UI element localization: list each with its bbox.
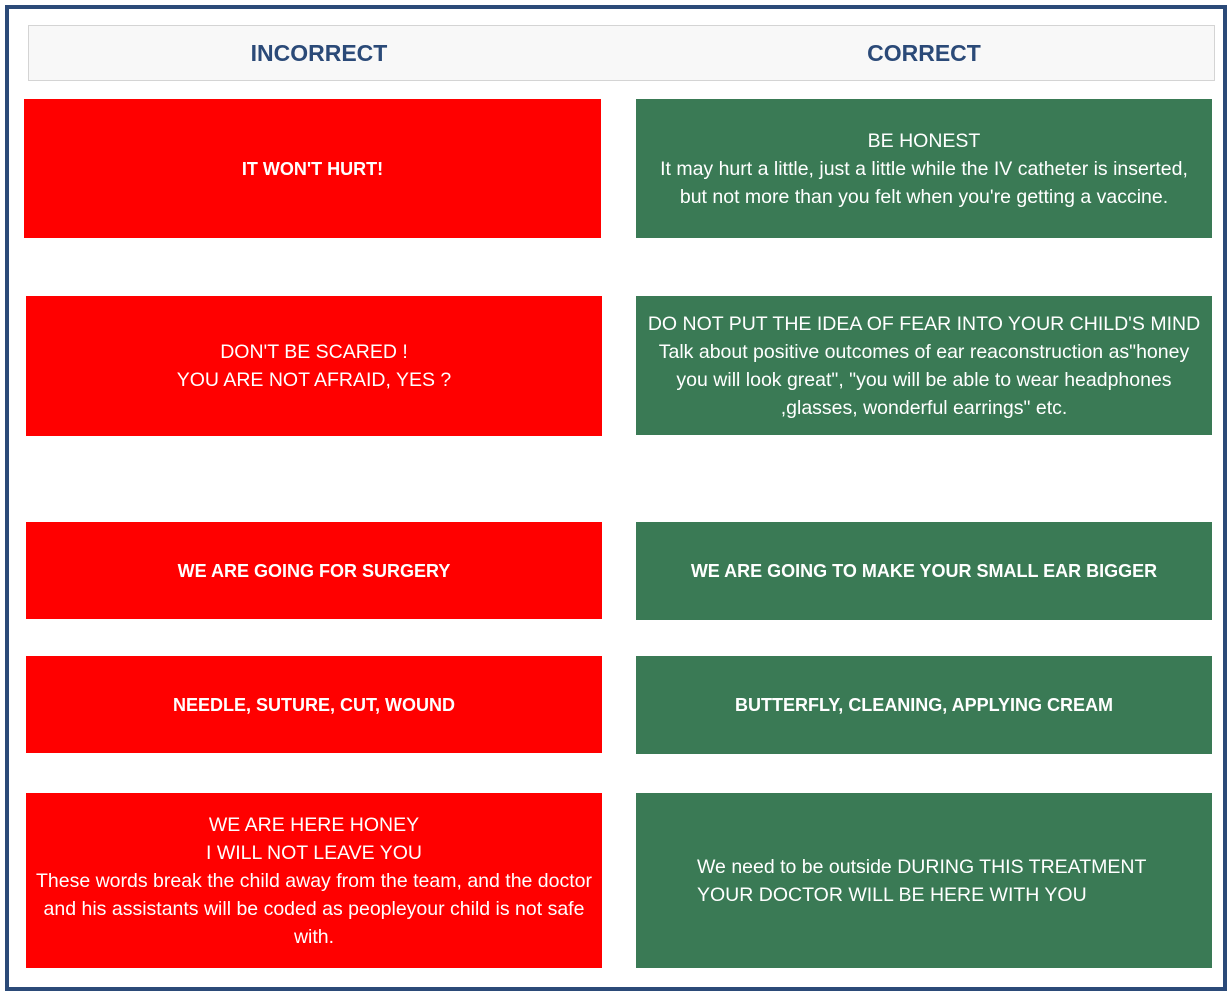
correct-text-3: WE ARE GOING TO MAKE YOUR SMALL EAR BIGGER xyxy=(690,561,1158,581)
comparison-header xyxy=(28,25,1215,81)
incorrect-text-5: WE ARE HERE HONEY I WILL NOT LEAVE YOU These words break the child away from the team, and the doctor and his assistants will be coded as peopleyour child is not safe with. xyxy=(35,813,593,948)
correct-text-5: We need to be outside DURING THIS TREATMENT YOUR DOCTOR WILL BE HERE WITH YOU xyxy=(697,855,1147,906)
correct-card-3 xyxy=(636,522,1212,620)
correct-text-1: BE HONEST It may hurt a little, just a little while the IV catheter is inserted, but not more than you felt when you're getting a vaccine. xyxy=(660,129,1188,208)
incorrect-card-1 xyxy=(24,99,601,238)
incorrect-text-1: IT WON'T HURT! xyxy=(241,158,384,179)
incorrect-card-5 xyxy=(26,793,602,968)
incorrect-text-2: DON'T BE SCARED ! YOU ARE NOT AFRAID, YES ? xyxy=(176,341,452,391)
incorrect-card-3 xyxy=(26,522,602,619)
incorrect-text-3: WE ARE GOING FOR SURGERY xyxy=(177,560,451,581)
incorrect-card-2 xyxy=(26,296,602,436)
correct-card-1 xyxy=(636,99,1212,238)
correct-text-4: BUTTERFLY, CLEANING, APPLYING CREAM xyxy=(734,695,1114,715)
correct-column-title: CORRECT xyxy=(867,40,981,66)
incorrect-card-4 xyxy=(26,656,602,753)
correct-card-2 xyxy=(636,296,1212,435)
incorrect-text-4: NEEDLE, SUTURE, CUT, WOUND xyxy=(172,694,455,715)
correct-card-5 xyxy=(636,793,1212,968)
incorrect-column-title: INCORRECT xyxy=(250,40,388,66)
correct-card-4 xyxy=(636,656,1212,754)
correct-text-2: DO NOT PUT THE IDEA OF FEAR INTO YOUR CHILD'S MIND Talk about positive outcomes of ear reaconstruction as"honey you will look great", "you will be able to wear headphones ,glasses, wonderful earrings" etc. xyxy=(647,312,1201,419)
